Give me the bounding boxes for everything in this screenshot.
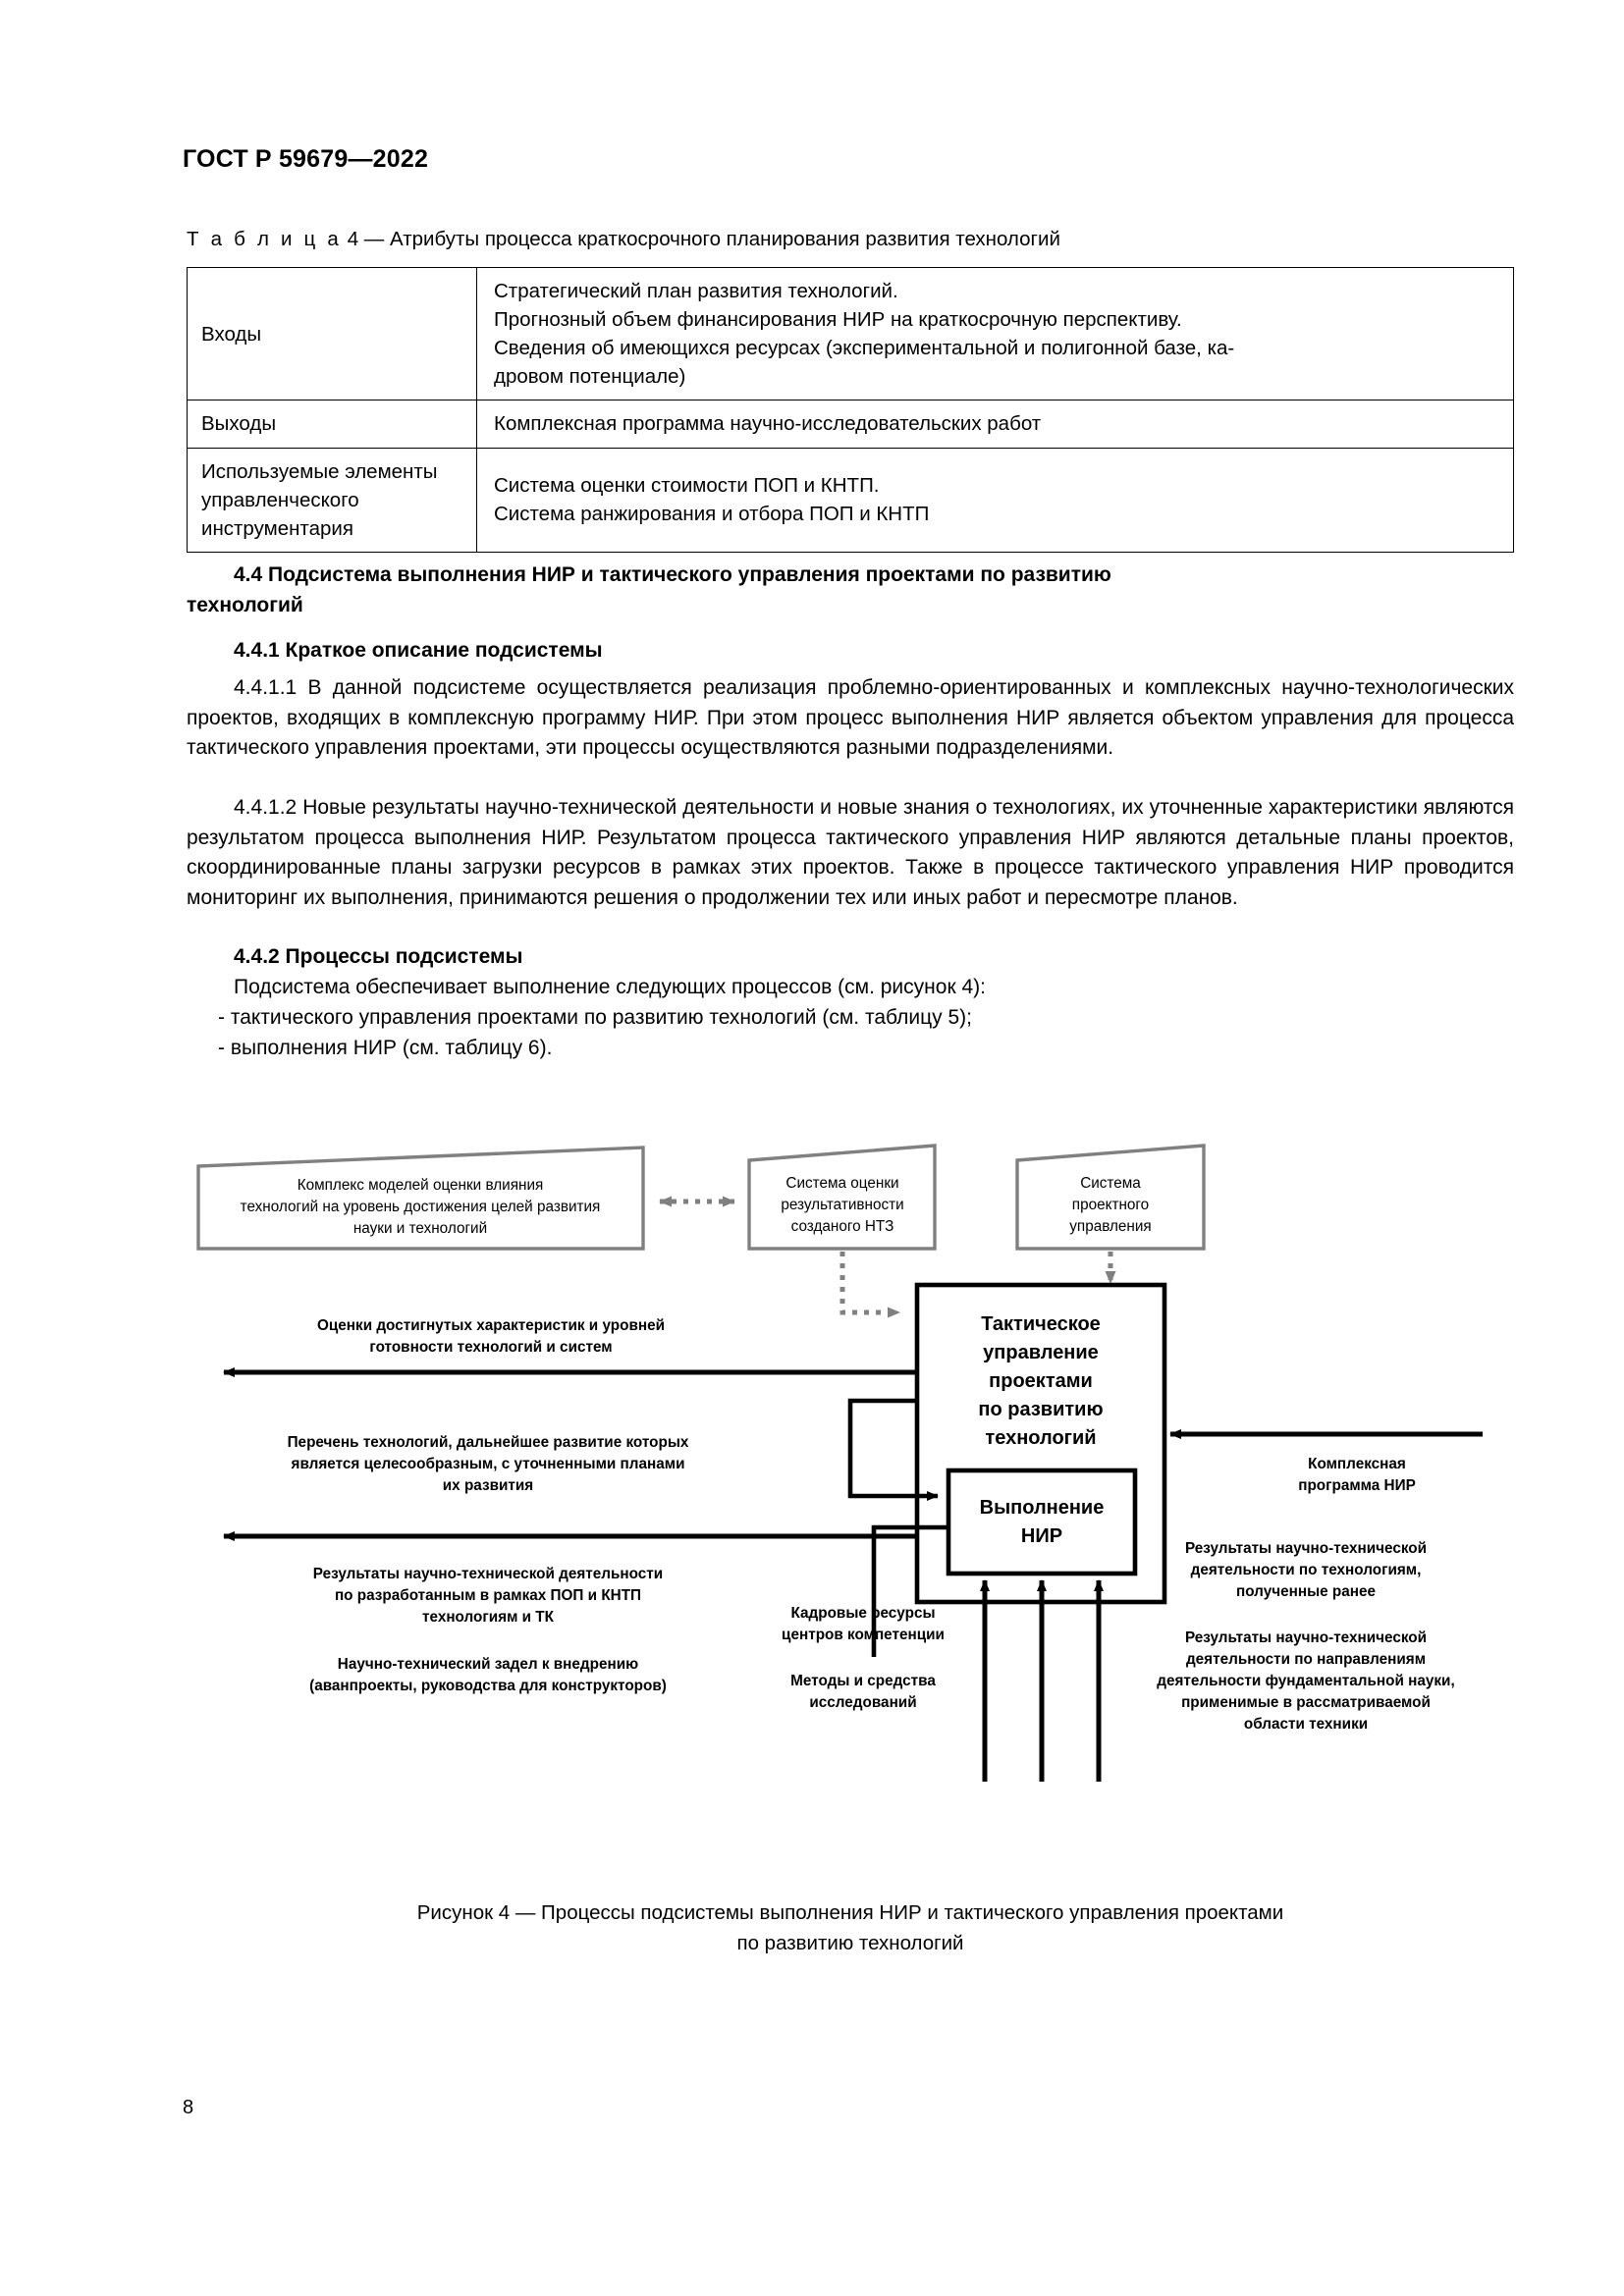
section-heading-4-4-line1: 4.4 Подсистема выполнения НИР и тактического управления проектами по развитию: [234, 563, 1111, 586]
diagram-label-results-pop-line2: по разработанным в рамках ПОП и КНТП: [334, 1587, 642, 1604]
diagram-label-hr-line2: центров компетенции: [782, 1627, 945, 1643]
diagram-label-fundamental-line2: деятельности по направлениям: [1185, 1651, 1427, 1668]
diagram-box-effectiveness-line3: созданого НТЗ: [790, 1218, 894, 1235]
diagram-box-tactical-line3: проектами: [989, 1370, 1093, 1392]
diagram-box-models-line3: науки и технологий: [352, 1220, 488, 1237]
paragraph-4-4-1-1: 4.4.1.1 В данной подсистеме осуществляется реализация проблемно-ориентированных и комплексных научно-технологических проектов, входящих в комплексную программу НИР. При этом процесс выполнения НИР является объектом управления для процесса тактического управления проектами, эти процессы осуществляются разными подразделениями.: [187, 676, 1514, 760]
table-cell-value: [477, 268, 1514, 400]
diagram-label-results-pop-line1: Результаты научно-технической деятельности: [312, 1566, 664, 1582]
diagram-label-fundamental-line5: области техники: [1243, 1716, 1369, 1733]
diagram-box-nir-line1: Выполнение: [979, 1497, 1105, 1519]
diagram-label-assessments-line2: готовности технологий и систем: [369, 1339, 613, 1356]
diagram-label-ntz-line1: Научно-технический задел к внедрению: [337, 1656, 639, 1673]
table-process-attributes: [187, 267, 1514, 553]
table-caption-prefix: Т а б л и ц а: [187, 228, 342, 250]
table-cell-label: [188, 448, 477, 552]
table-label-line: управленческого инструментария: [201, 488, 359, 540]
list-item-process-1: - тактического управления проектами по развитию технологий (см. таблицу 5);: [218, 1006, 972, 1029]
diagram-label-fundamental-line4: применимые в рассматриваемой: [1181, 1694, 1431, 1711]
table-row: [188, 400, 1514, 448]
diagram-label-complex-program-line2: программа НИР: [1298, 1477, 1416, 1494]
diagram-label-assessments-line1: Оценки достигнутых характеристик и уровней: [316, 1317, 666, 1334]
table-value-line: Прогнозный объем финансирования НИР на краткосрочную перспективу.: [494, 308, 1182, 332]
table-value-line: Стратегический план развития технологий.: [494, 280, 898, 302]
table-value-line: Система ранжирования и отбора ПОП и КНТП: [494, 503, 930, 526]
diagram-box-nir-line2: НИР: [1020, 1525, 1063, 1547]
diagram-label-prior-results-line1: Результаты научно-технической: [1184, 1540, 1428, 1557]
table-cell-label: Выходы: [188, 400, 477, 448]
diagram-box-pm-line1: Система: [1080, 1175, 1141, 1192]
section-heading-4-4-line2: технологий: [187, 594, 303, 616]
diagram-label-fundamental-line1: Результаты научно-технической: [1184, 1629, 1428, 1646]
diagram-connector-effectiveness-tactical: [842, 1252, 899, 1312]
paragraph-4-4-1-2: 4.4.1.2 Новые результаты научно-технической деятельности и новые знания о технологиях, их уточненные характеристики являются результатом процесса выполнения НИР. Результатом процесса тактического управления НИР являются детальные планы проектов, скоординированные планы загрузки ресурсов в рамках этих проектов. Также в процессе тактического управления НИР проводится мониторинг их выполнения, принимаются решения о продолжении тех или иных работ и пересмотре планов.: [187, 796, 1514, 909]
paragraph-4-4-2-intro: Подсистема обеспечивает выполнение следующих процессов (см. рисунок 4):: [234, 976, 986, 998]
diagram-box-nir: [948, 1470, 1135, 1574]
diagram-label-fundamental-line3: деятельности фундаментальной науки,: [1157, 1673, 1455, 1689]
section-heading-4-4-2: [187, 942, 1514, 973]
list-item-process-2: - выполнения НИР (см. таблицу 6).: [218, 1037, 553, 1059]
diagram-label-techlist-line2: является целесообразным, с уточненными планами: [291, 1456, 685, 1472]
diagram-label-prior-results-line3: полученные ранее: [1235, 1583, 1377, 1600]
table-cell-label: Входы: [188, 268, 477, 400]
diagram-label-hr-line1: Кадровые ресурсы: [790, 1605, 936, 1622]
diagram-box-models-line2: технологий на уровень достижения целей развития: [240, 1199, 601, 1215]
figure-caption: [187, 1898, 1514, 1959]
diagram-label-ntz-line2: (аванпроекты, руководства для конструкторов): [309, 1678, 667, 1694]
table-label-line: Используемые элементы: [201, 459, 438, 483]
diagram-box-models-line1: Комплекс моделей оценки влияния: [297, 1177, 544, 1194]
diagram-label-methods-line1: Методы и средства: [790, 1673, 936, 1689]
diagram-box-tactical-line1: Тактическое: [981, 1313, 1101, 1335]
table-value-line: Сведения об имеющихся ресурсах (экспериментальной и полигонной базе, ка-: [494, 337, 1235, 360]
diagram-label-results-pop-line3: технологиям и ТК: [422, 1609, 554, 1626]
table-cell-value: [477, 448, 1514, 552]
section-heading-4-4-1-label: 4.4.1 Краткое описание подсистемы: [234, 639, 603, 662]
table-value-line: Система оценки стоимости ПОП и КНТП.: [494, 474, 880, 498]
diagram-label-complex-program-line1: Комплексная: [1308, 1456, 1406, 1472]
diagram-label-prior-results-line2: деятельности по технологиям,: [1190, 1562, 1422, 1578]
section-heading-4-4-line2-wrap: [187, 591, 1514, 621]
diagram-label-techlist-line1: Перечень технологий, дальнейшее развитие которых: [287, 1434, 689, 1451]
figure-4-diagram: [0, 1134, 1624, 1909]
diagram-box-tactical-line2: управление: [983, 1342, 1099, 1363]
diagram-box-project-management: [1017, 1146, 1204, 1249]
table-cell-value: [477, 400, 1514, 448]
diagram-box-effectiveness-line1: Система оценки: [785, 1175, 899, 1192]
document-standard-id: ГОСТ Р 59679—2022: [183, 145, 429, 173]
figure-caption-line1: Рисунок 4 — Процессы подсистемы выполнения НИР и тактического управления проектами: [416, 1901, 1284, 1924]
diagram-box-models: [198, 1148, 643, 1249]
section-heading-4-4: [187, 561, 1514, 591]
table-value-line: дровом потенциале): [494, 365, 686, 389]
diagram-box-tactical-line4: по развитию: [978, 1399, 1104, 1420]
page-number: 8: [183, 2097, 194, 2118]
diagram-box-pm-line2: проектного: [1071, 1197, 1150, 1213]
diagram-box-tactical-line5: технологий: [985, 1427, 1097, 1449]
diagram-box-effectiveness: [749, 1146, 935, 1249]
figure-caption-line2: по развитию технологий: [736, 1931, 964, 1954]
diagram-label-techlist-line3: их развития: [442, 1477, 534, 1494]
diagram-box-effectiveness-line2: результативности: [781, 1197, 904, 1213]
diagram-label-methods-line2: исследований: [809, 1694, 917, 1711]
section-heading-4-4-2-label: 4.4.2 Процессы подсистемы: [234, 945, 523, 968]
table-value-line: Комплексная программа научно-исследовательских работ: [494, 412, 1042, 436]
section-heading-4-4-1: [187, 636, 1514, 667]
table-caption-rest: 4 — Атрибуты процесса краткосрочного планирования развития технологий: [347, 228, 1060, 250]
table-row: [188, 448, 1514, 552]
table-row: [188, 268, 1514, 400]
diagram-box-pm-line3: управления: [1069, 1218, 1152, 1235]
table-caption: [187, 228, 1060, 251]
